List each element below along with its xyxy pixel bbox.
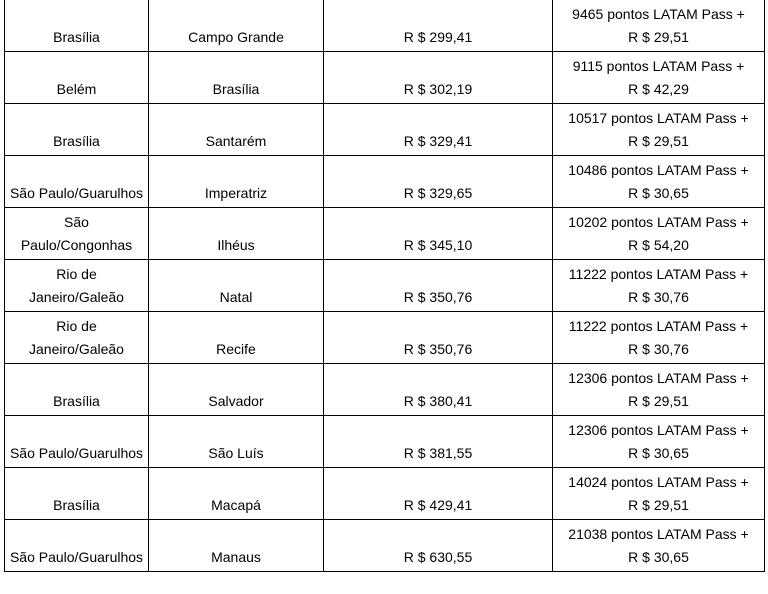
points-text: 10486 pontos LATAM Pass + — [568, 162, 749, 178]
origin-cell — [5, 208, 149, 260]
destination-cell — [149, 52, 324, 104]
destination-cell — [149, 0, 324, 52]
destination-cell — [149, 312, 324, 364]
points-text: 11222 pontos LATAM Pass + — [568, 266, 749, 282]
points-text: 10517 pontos LATAM Pass + — [568, 110, 749, 126]
points-cash-text: R $ 29,51 — [628, 393, 689, 409]
origin-cell — [5, 468, 149, 520]
origin-cell — [5, 260, 149, 312]
fare-table — [4, 0, 765, 572]
points-cash-text: R $ 29,51 — [628, 29, 689, 45]
destination-cell — [149, 520, 324, 572]
points-cell — [553, 468, 765, 520]
destination-text: São Luís — [208, 445, 264, 461]
destination-cell — [149, 156, 324, 208]
price-cell — [324, 104, 553, 156]
table-row — [5, 104, 765, 156]
origin-text: Brasília — [53, 497, 100, 513]
price-text: R $ 429,41 — [403, 497, 473, 513]
points-text: 10202 pontos LATAM Pass + — [568, 214, 749, 230]
destination-text: Imperatriz — [204, 185, 268, 201]
origin-text: Belém — [56, 81, 97, 97]
price-text: R $ 345,10 — [403, 237, 473, 253]
points-text: 14024 pontos LATAM Pass + — [568, 474, 749, 490]
price-cell — [324, 468, 553, 520]
table-row — [5, 312, 765, 364]
destination-text: Natal — [219, 289, 253, 305]
points-text: 12306 pontos LATAM Pass + — [568, 422, 749, 438]
points-cash-text: R $ 29,51 — [628, 497, 689, 513]
points-cell — [553, 52, 765, 104]
fare-table-body — [5, 0, 765, 572]
points-cash-text: R $ 30,65 — [628, 185, 689, 201]
destination-text: Santarém — [205, 133, 267, 149]
origin-text: São Paulo/Guarulhos — [9, 549, 144, 565]
origin-text: São Paulo/Guarulhos — [9, 185, 144, 201]
points-cash-text: R $ 30,65 — [628, 549, 689, 565]
origin-text: Brasília — [53, 133, 100, 149]
points-cash-text: R $ 30,76 — [628, 341, 689, 357]
points-cell — [553, 416, 765, 468]
origin-cell — [5, 104, 149, 156]
destination-text: Manaus — [211, 549, 261, 565]
destination-text: Campo Grande — [188, 29, 284, 45]
price-text: R $ 381,55 — [403, 445, 473, 461]
destination-text: Brasília — [212, 81, 260, 97]
points-text: 11222 pontos LATAM Pass + — [568, 318, 749, 334]
price-cell — [324, 520, 553, 572]
origin-text: Rio de Janeiro/Galeão — [29, 266, 124, 305]
price-cell — [324, 416, 553, 468]
table-row — [5, 260, 765, 312]
destination-cell — [149, 468, 324, 520]
origin-cell — [5, 52, 149, 104]
origin-cell — [5, 0, 149, 52]
origin-text: São Paulo/Guarulhos — [9, 445, 144, 461]
price-cell — [324, 52, 553, 104]
price-text: R $ 299,41 — [403, 29, 473, 45]
points-cell — [553, 104, 765, 156]
points-cell — [553, 0, 765, 52]
points-cash-text: R $ 29,51 — [628, 133, 689, 149]
table-row — [5, 156, 765, 208]
table-row — [5, 0, 765, 52]
price-text: R $ 329,41 — [403, 133, 473, 149]
destination-cell — [149, 208, 324, 260]
price-text: R $ 302,19 — [403, 81, 473, 97]
price-cell — [324, 156, 553, 208]
points-cash-text: R $ 30,65 — [628, 445, 689, 461]
price-text: R $ 380,41 — [403, 393, 473, 409]
origin-text: Brasília — [53, 29, 100, 45]
price-cell — [324, 260, 553, 312]
points-cell — [553, 156, 765, 208]
price-cell — [324, 364, 553, 416]
destination-text: Macapá — [211, 497, 261, 513]
table-row — [5, 416, 765, 468]
destination-text: Salvador — [208, 393, 264, 409]
points-cash-text: R $ 42,29 — [628, 81, 689, 97]
points-cell — [553, 208, 765, 260]
destination-text: Recife — [216, 341, 256, 357]
table-row — [5, 52, 765, 104]
points-cell — [553, 520, 765, 572]
destination-cell — [149, 364, 324, 416]
points-cell — [553, 260, 765, 312]
destination-text: Ilhéus — [217, 237, 255, 253]
destination-cell — [149, 260, 324, 312]
price-cell — [324, 312, 553, 364]
origin-text: São Paulo/Congonhas — [20, 214, 133, 253]
price-text: R $ 329,65 — [403, 185, 473, 201]
points-text: 9115 pontos LATAM Pass + — [572, 58, 745, 74]
origin-cell — [5, 520, 149, 572]
points-cash-text: R $ 30,76 — [628, 289, 689, 305]
points-text: 12306 pontos LATAM Pass + — [568, 370, 749, 386]
origin-cell — [5, 156, 149, 208]
price-text: R $ 350,76 — [403, 289, 473, 305]
points-cash-text: R $ 54,20 — [628, 237, 689, 253]
points-cell — [553, 364, 765, 416]
origin-cell — [5, 312, 149, 364]
origin-cell — [5, 364, 149, 416]
table-row — [5, 208, 765, 260]
price-cell — [324, 0, 553, 52]
price-text: R $ 630,55 — [403, 549, 473, 565]
table-row — [5, 364, 765, 416]
price-text: R $ 350,76 — [403, 341, 473, 357]
points-text: 21038 pontos LATAM Pass + — [568, 526, 749, 542]
points-cell — [553, 312, 765, 364]
points-text: 9465 pontos LATAM Pass + — [572, 6, 745, 22]
origin-text: Rio de Janeiro/Galeão — [29, 318, 124, 357]
price-cell — [324, 208, 553, 260]
table-row — [5, 468, 765, 520]
origin-cell — [5, 416, 149, 468]
table-row — [5, 520, 765, 572]
destination-cell — [149, 104, 324, 156]
destination-cell — [149, 416, 324, 468]
origin-text: Brasília — [53, 393, 100, 409]
